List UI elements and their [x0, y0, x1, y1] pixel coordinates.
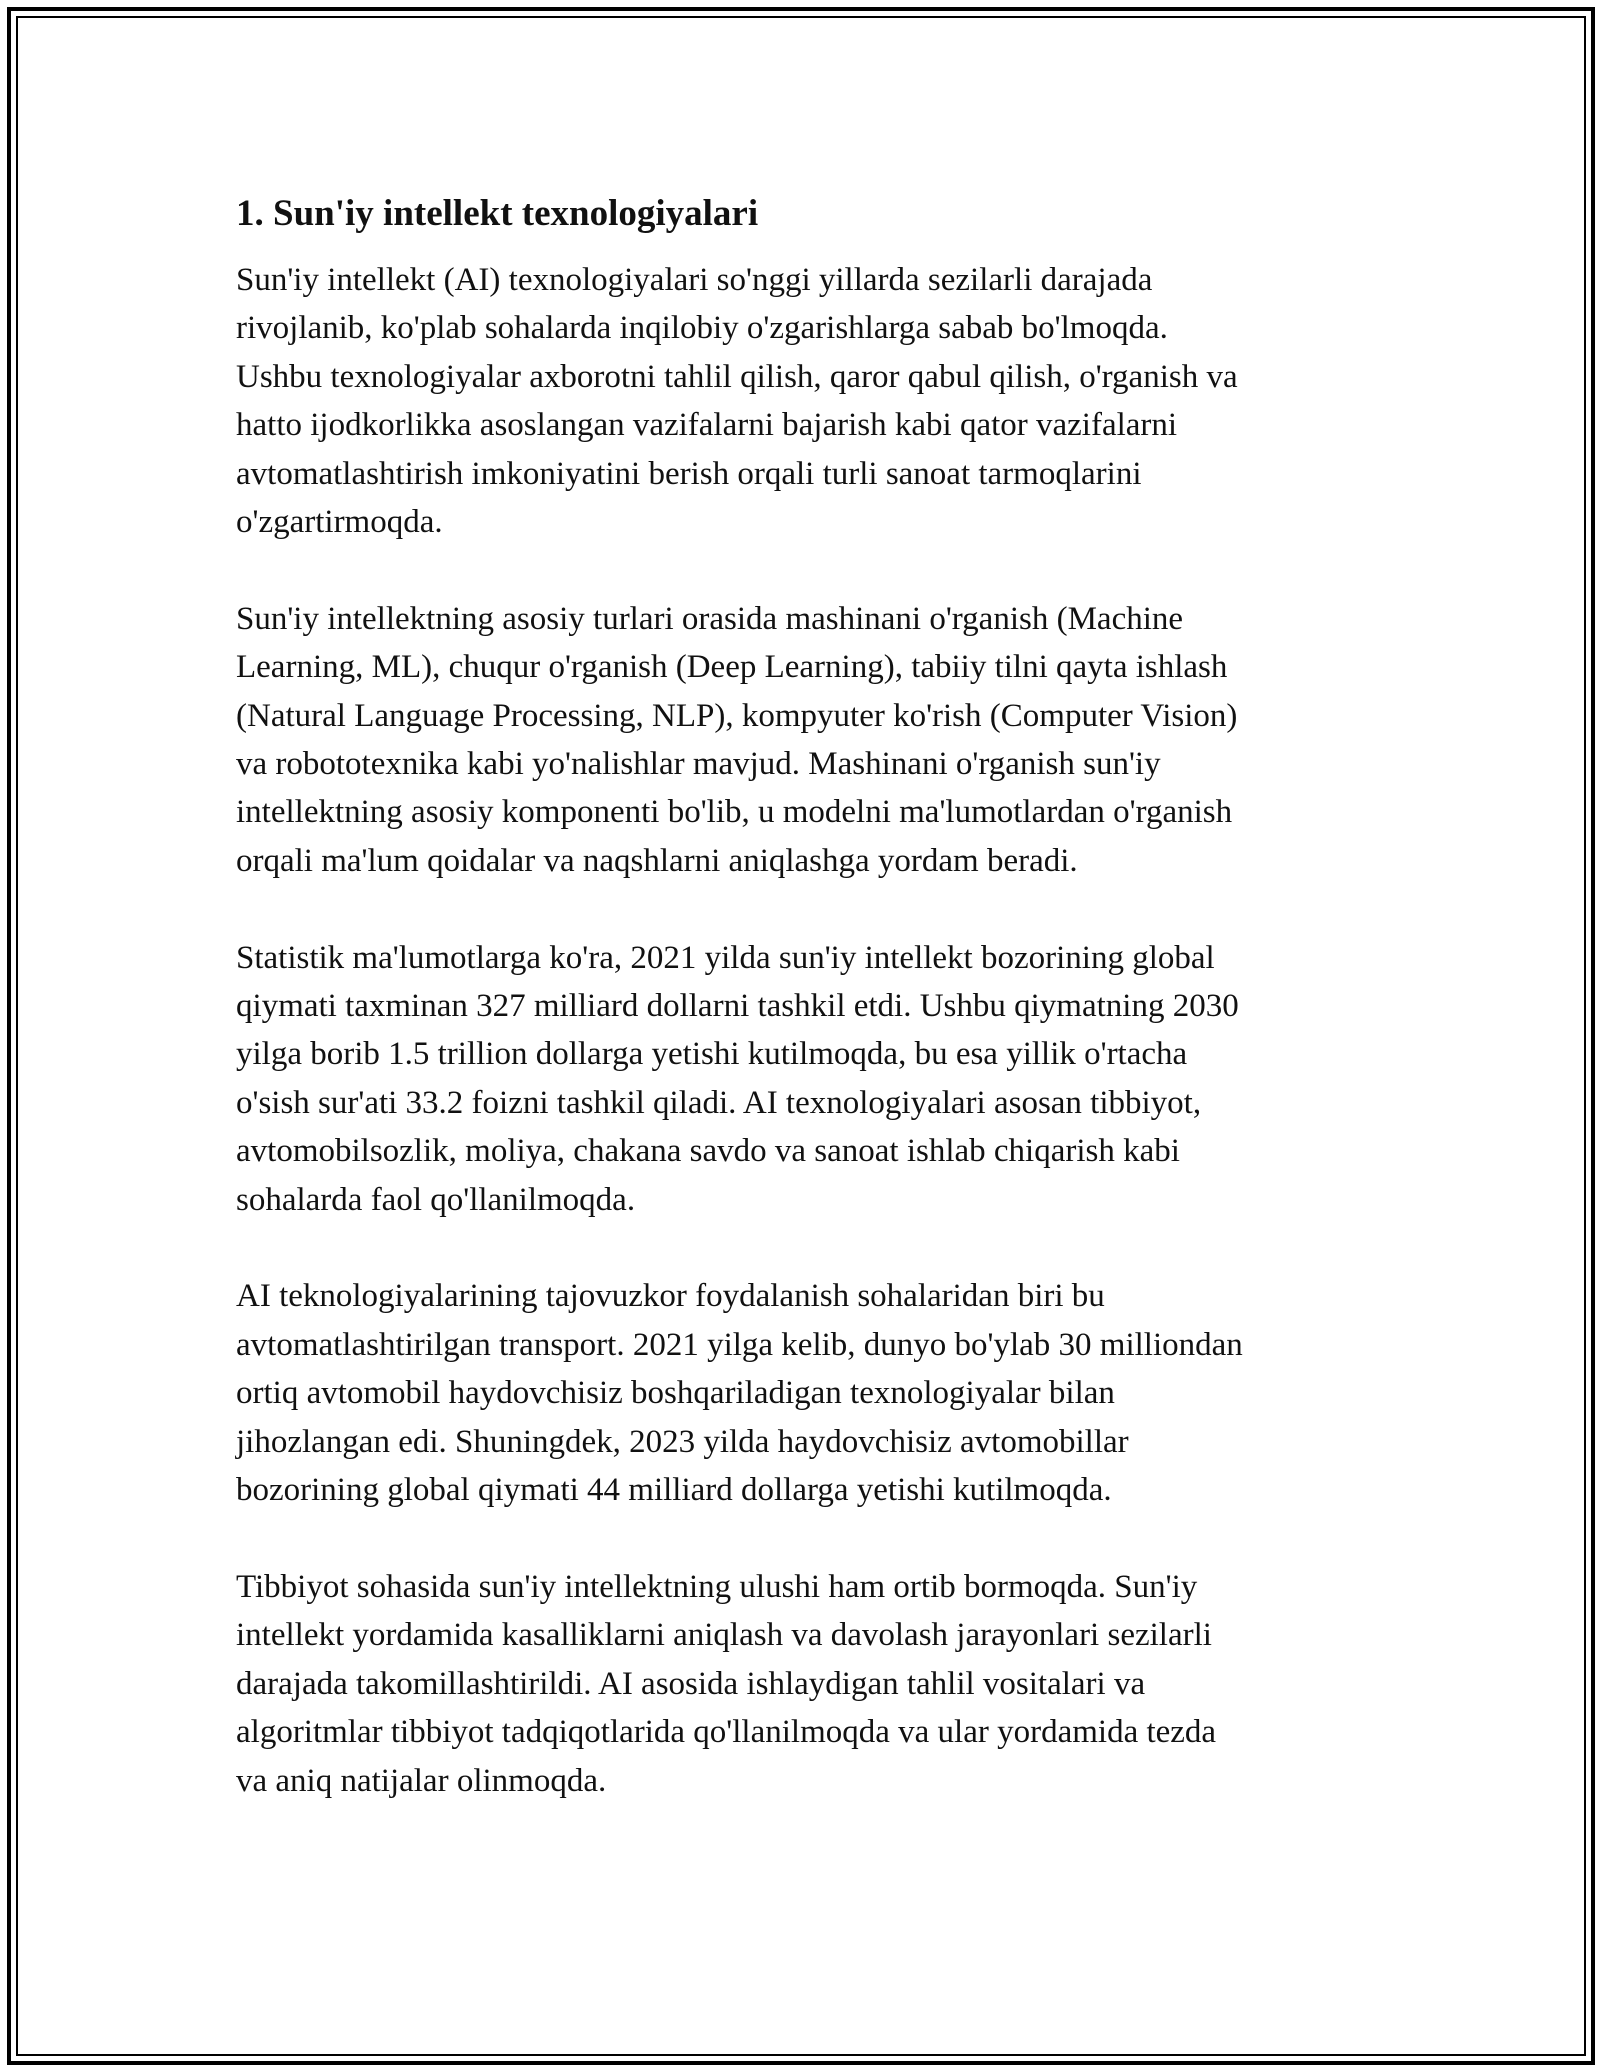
text-line: darajada takomillashtirildi. AI asosida ishlaydigan tahlil vositalari va — [236, 1665, 1146, 1702]
text-line: o'sish sur'ati 33.2 foizni tashkil qiladi. AI texnologiyalari asosan tibbiyot, — [236, 1084, 1202, 1121]
text-line: Sun'iy intellektning asosiy turlari orasida mashinani o'rganish (Machine — [236, 600, 1184, 637]
text-line: Ushbu texnologiyalar axborotni tahlil qilish, qaror qabul qilish, o'rganish va — [236, 358, 1238, 395]
paragraph-ai-types — [236, 595, 1366, 885]
text-line: yilga borib 1.5 trillion dollarga yetishi kutilmoqda, bu esa yillik o'rtacha — [236, 1036, 1188, 1073]
text-line: Statistik ma'lumotlarga ko'ra, 2021 yilda sun'iy intellekt bozorining global — [236, 939, 1215, 976]
text-line: va robototexnika kabi yo'nalishlar mavjud. Mashinani o'rganish sun'iy — [236, 746, 1161, 783]
text-line: Learning, ML), chuqur o'rganish (Deep Learning), tabiiy tilni qayta ishlash — [236, 649, 1228, 686]
text-line: bozorining global qiymati 44 milliard dollarga yetishi kutilmoqda. — [236, 1472, 1112, 1509]
text-line: (Natural Language Processing, NLP), kompyuter ko'rish (Computer Vision) — [236, 697, 1238, 734]
text-line: qiymati taxminan 327 milliard dollarni tashkil etdi. Ushbu qiymatning 2030 — [236, 988, 1239, 1025]
paragraph-statistics — [236, 934, 1366, 1224]
text-line: avtomatlashtirish imkoniyatini berish orqali turli sanoat tarmoqlarini — [236, 455, 1142, 492]
section-heading: 1. Sun'iy intellekt texnologiyalari — [236, 193, 759, 234]
paragraph-transport — [236, 1272, 1366, 1514]
text-line: rivojlanib, ko'plab sohalarda inqilobiy o'zgarishlarga sabab bo'lmoqda. — [236, 310, 1168, 347]
paragraph-ai-overview — [236, 256, 1366, 546]
text-line: Tibbiyot sohasida sun'iy intellektning ulushi ham ortib bormoqda. Sun'iy — [236, 1568, 1198, 1605]
text-line: intellektning asosiy komponenti bo'lib, u modelni ma'lumotlardan o'rganish — [236, 794, 1233, 831]
document-body — [236, 186, 1366, 1853]
paragraph-medicine — [236, 1563, 1366, 1805]
text-line: jihozlangan edi. Shuningdek, 2023 yilda haydovchisiz avtomobillar — [236, 1423, 1129, 1460]
text-line: algoritmlar tibbiyot tadqiqotlarida qo'llanilmoqda va ular yordamida tezda — [236, 1714, 1217, 1751]
text-line: AI teknologiyalarining tajovuzkor foydalanish sohalaridan biri bu — [236, 1278, 1105, 1315]
text-line: hatto ijodkorlikka asoslangan vazifalarni bajarish kabi qator vazifalarni — [236, 407, 1178, 444]
text-line: o'zgartirmoqda. — [236, 504, 443, 541]
text-line: intellekt yordamida kasalliklarni aniqlash va davolash jarayonlari sezilarli — [236, 1617, 1212, 1654]
text-line: avtomobilsozlik, moliya, chakana savdo va sanoat ishlab chiqarish kabi — [236, 1133, 1180, 1170]
text-line: Sun'iy intellekt (AI) texnologiyalari so'nggi yillarda sezilarli darajada — [236, 262, 1153, 298]
text-line: va aniq natijalar olinmoqda. — [236, 1762, 607, 1799]
text-line: ortiq avtomobil haydovchisiz boshqariladigan texnologiyalar bilan — [236, 1375, 1115, 1412]
text-line: avtomatlashtirilgan transport. 2021 yilga kelib, dunyo bo'ylab 30 milliondan — [236, 1326, 1243, 1363]
text-line: sohalarda faol qo'llanilmoqda. — [236, 1181, 636, 1218]
text-line: orqali ma'lum qoidalar va naqshlarni aniqlashga yordam beradi. — [236, 842, 1078, 879]
